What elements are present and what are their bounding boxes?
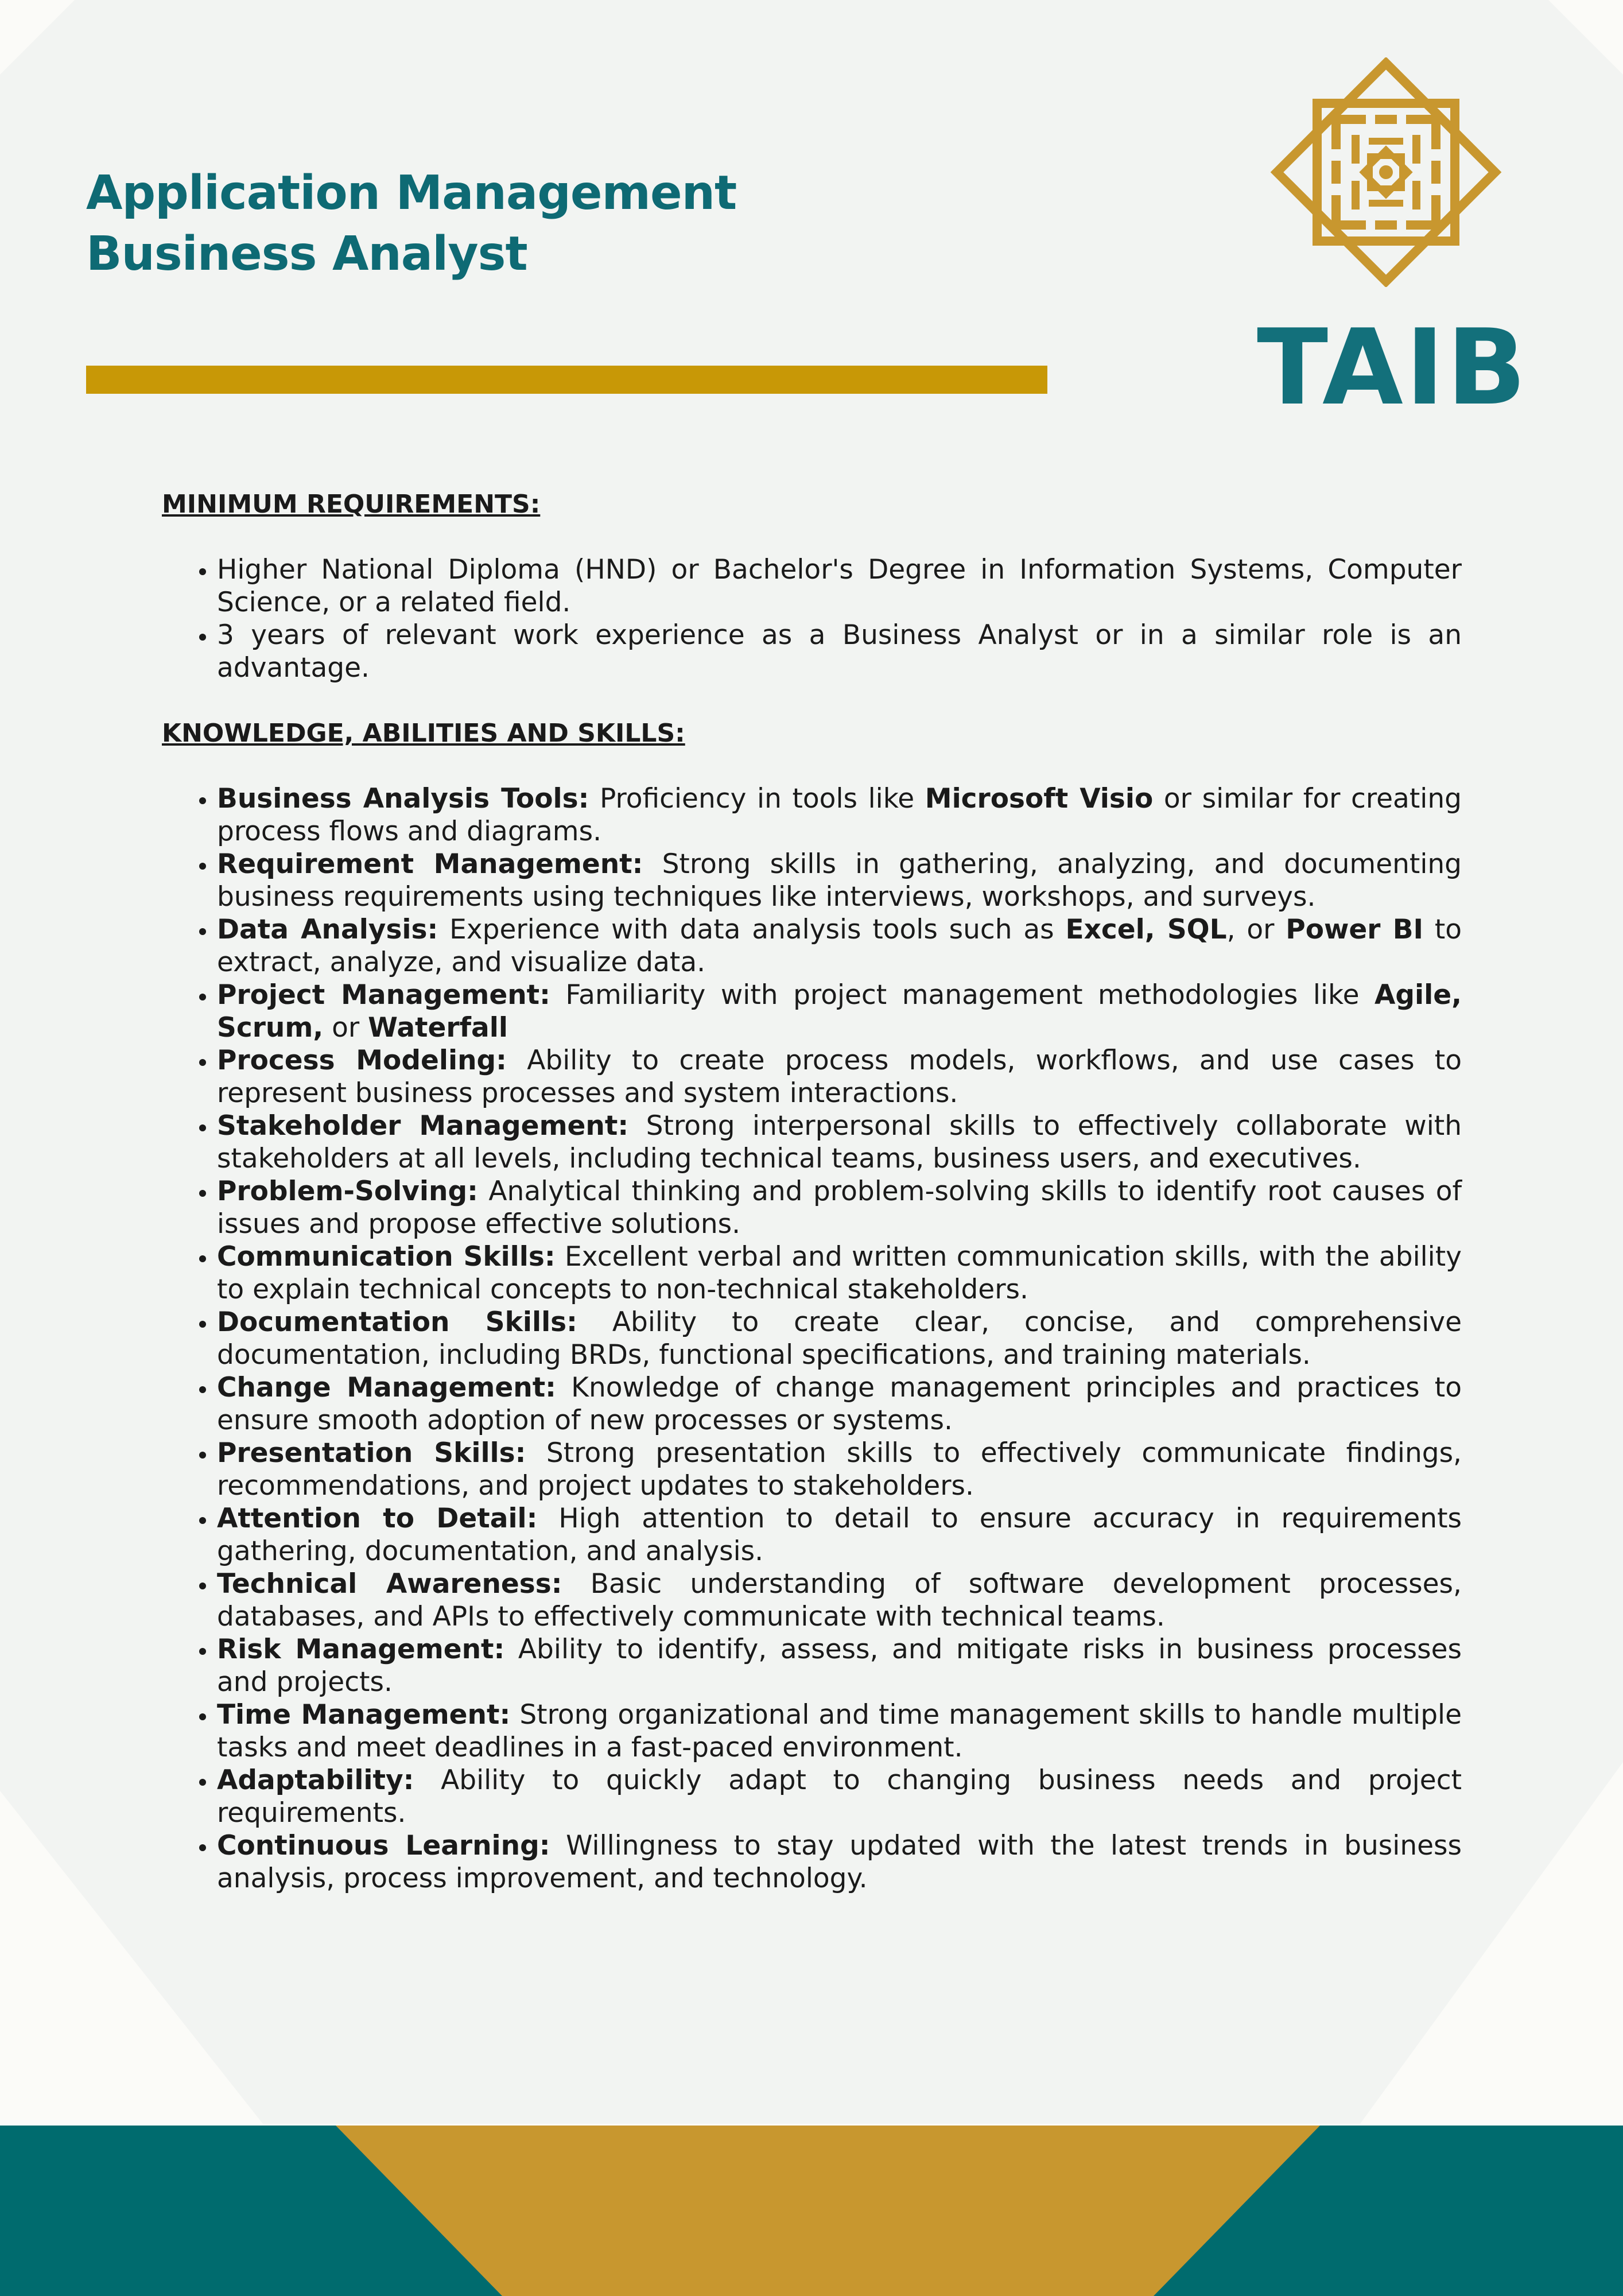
list-item <box>217 1175 1462 1240</box>
skill-text: to extract, analyze, and visualize data. <box>217 914 1462 978</box>
list-item <box>217 1764 1462 1829</box>
list-item <box>217 913 1462 979</box>
list-item <box>217 1698 1462 1764</box>
skills-list <box>162 782 1462 1895</box>
skill-text: Ability to create process models, workflows, and use cases to represent business processes and system interactions. <box>217 1045 1462 1109</box>
skill-label: Adaptability: <box>217 1764 414 1796</box>
logo-wordmark: TAIB <box>1257 307 1529 428</box>
skill-emphasis: Microsoft Visio <box>925 783 1154 815</box>
kufic-calligraphy-emblem-icon <box>1257 57 1515 287</box>
skill-label: Technical Awareness: <box>217 1568 562 1600</box>
skill-label: Stakeholder Management: <box>217 1110 629 1142</box>
skill-text: Familiarity with project management methodologies like <box>550 979 1375 1011</box>
list-item <box>217 782 1462 848</box>
list-item <box>217 1502 1462 1568</box>
skill-text: Strong organizational and time management skills to handle multiple tasks and meet deadlines in a fast-paced environment. <box>217 1699 1462 1763</box>
list-item <box>217 1437 1462 1502</box>
skill-emphasis: Agile, Scrum, <box>217 979 1462 1044</box>
skill-label: Requirement Management: <box>217 848 643 880</box>
page-title <box>86 163 947 285</box>
list-item <box>217 1044 1462 1110</box>
list-item: • Higher National Diploma (HND) or Bachelor's Degree in Information Systems, Computer Science, or a related field. <box>217 553 1462 619</box>
skill-text: Knowledge of change management principles and practices to ensure smooth adoption of new processes or systems. <box>217 1372 1462 1436</box>
skill-text: Ability to create clear, concise, and comprehensive documentation, including BRDs, functional specifications, and training materials. <box>217 1306 1462 1371</box>
skill-emphasis: Power BI <box>1286 914 1424 945</box>
skill-text: , or <box>1226 914 1286 945</box>
skill-label: Time Management: <box>217 1699 511 1731</box>
skill-text: Strong presentation skills to effectively communicate findings, recommendations, and project updates to stakeholders. <box>217 1437 1462 1502</box>
list-item <box>217 1240 1462 1306</box>
skill-label: Presentation Skills: <box>217 1437 526 1469</box>
skill-text: Proficiency in tools like <box>589 783 925 815</box>
footer-band <box>0 2126 1623 2296</box>
skill-label: Attention to Detail: <box>217 1503 538 1534</box>
title-line-1: Application Management <box>86 166 737 220</box>
list-item <box>217 848 1462 913</box>
skill-emphasis: Excel, SQL <box>1065 914 1227 945</box>
skill-text: Analytical thinking and problem-solving skills to identify root causes of issues and propose effective solutions. <box>217 1176 1462 1240</box>
skill-label: Risk Management: <box>217 1634 505 1665</box>
skill-emphasis: Waterfall <box>368 1012 508 1044</box>
list-item <box>217 1110 1462 1175</box>
skills-heading: KNOWLEDGE, ABILITIES AND SKILLS: <box>162 719 685 748</box>
skill-text: Willingness to stay updated with the latest trends in business analysis, process improvement, and technology. <box>217 1830 1462 1894</box>
skill-text: or <box>323 1012 368 1044</box>
skill-text: or similar for creating process flows and diagrams. <box>217 783 1462 847</box>
list-item <box>217 1633 1462 1698</box>
skill-label: Documentation Skills: <box>217 1306 577 1338</box>
footer-gold-trapezoid <box>336 2126 1320 2296</box>
skill-label: Process Modeling: <box>217 1045 507 1076</box>
skill-label: Continuous Learning: <box>217 1830 550 1861</box>
skill-text: Excellent verbal and written communication skills, with the ability to explain technical concepts to non-technical stakeholders. <box>217 1241 1462 1305</box>
skill-label: Communication Skills: <box>217 1241 556 1273</box>
list-item <box>217 1568 1462 1633</box>
minimum-requirements-list <box>162 553 1462 684</box>
skill-text: High attention to detail to ensure accuracy in requirements gathering, documentation, and analysis. <box>217 1503 1462 1567</box>
skill-label: Data Analysis: <box>217 914 438 945</box>
skill-text: Experience with data analysis tools such as <box>438 914 1066 945</box>
list-item <box>217 1306 1462 1371</box>
title-line-2: Business Analyst <box>86 227 527 281</box>
skill-text: Strong skills in gathering, analyzing, and documenting business requirements using techniques like interviews, workshops, and surveys. <box>217 848 1462 913</box>
list-item: • 3 years of relevant work experience as a Business Analyst or in a similar role is an advantage. <box>217 619 1462 684</box>
list-item <box>217 1371 1462 1437</box>
taib-logo <box>1257 57 1529 428</box>
skill-label: Problem-Solving: <box>217 1176 478 1207</box>
skill-text: Strong interpersonal skills to effectively collaborate with stakeholders at all levels, including technical teams, business users, and executives. <box>217 1110 1462 1174</box>
skill-text: Ability to quickly adapt to changing business needs and project requirements. <box>217 1764 1462 1829</box>
minimum-requirements-heading: MINIMUM REQUIREMENTS: <box>162 490 541 519</box>
list-item <box>217 1829 1462 1895</box>
list-item <box>217 979 1462 1044</box>
skill-label: Business Analysis Tools: <box>217 783 589 815</box>
skill-label: Project Management: <box>217 979 550 1011</box>
skill-text: Basic understanding of software development processes, databases, and APIs to effectively communicate with technical teams. <box>217 1568 1462 1632</box>
skill-text: Ability to identify, assess, and mitigate risks in business processes and projects. <box>217 1634 1462 1698</box>
skill-label: Change Management: <box>217 1372 556 1403</box>
job-description-body <box>162 488 1462 1927</box>
title-underline-bar <box>86 366 1047 394</box>
